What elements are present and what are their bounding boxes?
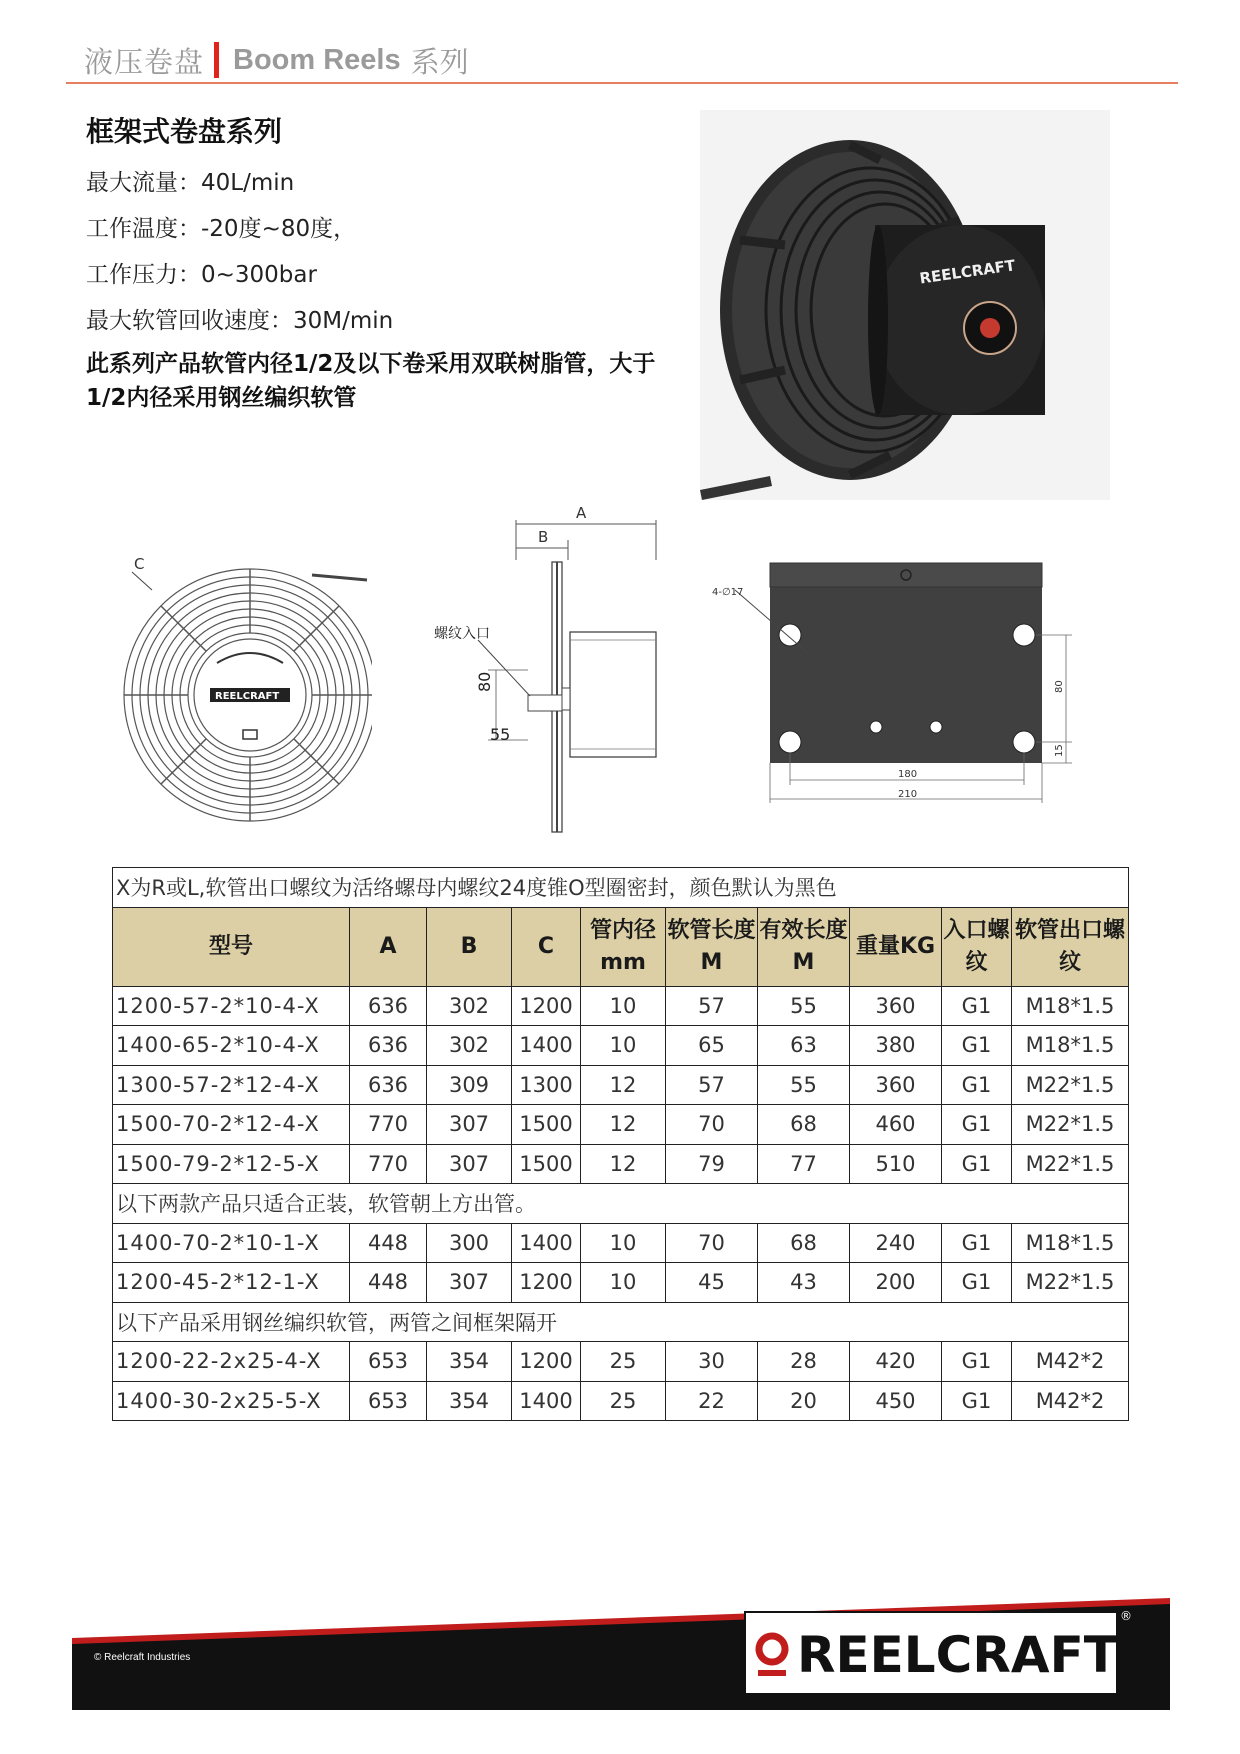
table-cell: 653: [350, 1381, 427, 1421]
table-cell: 12: [581, 1105, 666, 1145]
table-cell: 360: [850, 986, 942, 1026]
table-cell: 20: [758, 1381, 850, 1421]
table-cell: 307: [427, 1263, 512, 1303]
table-cell: M18*1.5: [1012, 1026, 1129, 1066]
table-cell: 68: [758, 1223, 850, 1263]
table-row: [113, 1381, 1129, 1421]
table-group-2: [113, 1223, 1129, 1302]
table-cell: 25: [581, 1381, 666, 1421]
table-note-row: [113, 1184, 1129, 1224]
table-row: [113, 1223, 1129, 1263]
table-cell: 63: [758, 1026, 850, 1066]
table-cell: 1400: [512, 1026, 581, 1066]
header-series: 系列: [410, 44, 469, 79]
table-cell: 12: [581, 1065, 666, 1105]
table-row: [113, 1144, 1129, 1184]
dim-210-label: 210: [898, 789, 918, 800]
table-cell: 65: [666, 1026, 758, 1066]
dim-b-label: B: [538, 528, 549, 546]
base-plate-drawing: [700, 555, 1080, 810]
photo-brand: REELCRAFT: [918, 256, 1017, 288]
model-cell: 1500-70-2*12-4-X: [113, 1105, 350, 1145]
page-header: [84, 38, 469, 82]
table-cell: 1200: [512, 1263, 581, 1303]
hose-note: 此系列产品软管内径1/2及以下卷采用双联树脂管，大于1/2内径采用钢丝编织软管: [86, 351, 656, 411]
table-cell: 448: [350, 1223, 427, 1263]
table-cell: 1200: [512, 1342, 581, 1382]
table-cell: M22*1.5: [1012, 1263, 1129, 1303]
header-weight: 重量KG: [850, 907, 942, 986]
table-cell: 68: [758, 1105, 850, 1145]
dim-180-label: 180: [898, 769, 918, 780]
model-cell: 1500-79-2*12-5-X: [113, 1144, 350, 1184]
table-cell: 460: [850, 1105, 942, 1145]
spec-table: [112, 867, 1129, 1421]
dim-15-label: 15: [1054, 744, 1065, 757]
table-cell: M42*2: [1012, 1381, 1129, 1421]
table-cell: 55: [758, 986, 850, 1026]
spec-temperature: 工作温度：-20度~80度，: [86, 216, 357, 242]
header-hose-length: 软管长度M: [666, 907, 758, 986]
model-cell: 1300-57-2*12-4-X: [113, 1065, 350, 1105]
side-view-drawing: [428, 500, 668, 845]
header-divider: [214, 42, 219, 78]
table-cell: 450: [850, 1381, 942, 1421]
footer-band: [0, 1590, 1240, 1710]
table-cell: 28: [758, 1342, 850, 1382]
table-cell: G1: [942, 1105, 1012, 1145]
table-cell: 636: [350, 1026, 427, 1066]
table-cell: 22: [666, 1381, 758, 1421]
table-cell: M42*2: [1012, 1342, 1129, 1382]
spec-retract-speed: 最大软管回收速度：30M/min: [86, 308, 394, 334]
table-cell: 770: [350, 1144, 427, 1184]
table-row: [113, 1105, 1129, 1145]
table-cell: G1: [942, 1381, 1012, 1421]
table-cell: G1: [942, 1223, 1012, 1263]
header-inlet-thread: 入口螺纹: [942, 907, 1012, 986]
table-row: [113, 1065, 1129, 1105]
model-cell: 1200-45-2*12-1-X: [113, 1263, 350, 1303]
table-cell: G1: [942, 1263, 1012, 1303]
table-row: [113, 986, 1129, 1026]
table-cell: 1400: [512, 1223, 581, 1263]
header-model: 型号: [113, 907, 350, 986]
table-cell: 510: [850, 1144, 942, 1184]
table-cell: M22*1.5: [1012, 1105, 1129, 1145]
table-cell: 354: [427, 1342, 512, 1382]
table-cell: M22*1.5: [1012, 1144, 1129, 1184]
table-cell: 636: [350, 986, 427, 1026]
table-cell: 79: [666, 1144, 758, 1184]
table-group-3: [113, 1342, 1129, 1421]
dim-80-label: 80: [475, 671, 494, 692]
table-note-2: 以下两款产品只适合正装，软管朝上方出管。: [113, 1184, 1129, 1224]
header-effective-length: 有效长度M: [758, 907, 850, 986]
table-note-row: [113, 1302, 1129, 1342]
table-cell: 360: [850, 1065, 942, 1105]
table-cell: M18*1.5: [1012, 986, 1129, 1026]
header-b: B: [427, 907, 512, 986]
header-a: A: [350, 907, 427, 986]
table-cell: 1500: [512, 1105, 581, 1145]
table-cell: 77: [758, 1144, 850, 1184]
table-cell: 25: [581, 1342, 666, 1382]
table-cell: 307: [427, 1144, 512, 1184]
table-cell: G1: [942, 1342, 1012, 1382]
dim-55-label: 55: [490, 725, 511, 744]
table-cell: 307: [427, 1105, 512, 1145]
table-cell: 636: [350, 1065, 427, 1105]
table-cell: 1500: [512, 1144, 581, 1184]
spec-max-flow: 最大流量：40L/min: [86, 170, 295, 196]
table-caption: X为R或L,软管出口螺纹为活络螺母内螺纹24度锥O型圈密封，颜色默认为黑色: [113, 868, 1129, 908]
table-cell: 420: [850, 1342, 942, 1382]
table-cell: 1400: [512, 1381, 581, 1421]
dim-c-label: C: [134, 555, 145, 573]
table-cell: 302: [427, 986, 512, 1026]
table-row: [113, 1263, 1129, 1303]
table-note-3: 以下产品采用钢丝编织软管，两管之间框架隔开: [113, 1302, 1129, 1342]
table-cell: G1: [942, 1144, 1012, 1184]
table-cell: 309: [427, 1065, 512, 1105]
dim-base-80-label: 80: [1054, 680, 1065, 693]
table-caption-row: [113, 868, 1129, 908]
header-cn-title: 液压卷盘: [84, 44, 205, 79]
model-cell: 1200-57-2*10-4-X: [113, 986, 350, 1026]
table-cell: G1: [942, 1026, 1012, 1066]
model-cell: 1400-30-2x25-5-X: [113, 1381, 350, 1421]
model-cell: 1400-70-2*10-1-X: [113, 1223, 350, 1263]
table-cell: 240: [850, 1223, 942, 1263]
table-row: [113, 1026, 1129, 1066]
table-cell: 380: [850, 1026, 942, 1066]
table-cell: 55: [758, 1065, 850, 1105]
registered-mark: ®: [1120, 1609, 1132, 1623]
section-title: 框架式卷盘系列: [86, 115, 283, 148]
table-cell: 30: [666, 1342, 758, 1382]
table-cell: 45: [666, 1263, 758, 1303]
header-rule: [66, 82, 1178, 84]
table-cell: 70: [666, 1105, 758, 1145]
table-cell: 10: [581, 1223, 666, 1263]
table-cell: M18*1.5: [1012, 1223, 1129, 1263]
table-cell: 12: [581, 1144, 666, 1184]
table-cell: 70: [666, 1223, 758, 1263]
table-cell: 770: [350, 1105, 427, 1145]
footer-logo: REELCRAFT: [797, 1626, 1118, 1684]
spec-pressure: 工作压力：0~300bar: [86, 262, 317, 288]
table-cell: G1: [942, 986, 1012, 1026]
table-cell: 653: [350, 1342, 427, 1382]
table-cell: G1: [942, 1065, 1012, 1105]
table-header-row: [113, 907, 1129, 986]
inlet-label: 螺纹入口: [434, 626, 490, 642]
table-cell: 200: [850, 1263, 942, 1303]
table-cell: M22*1.5: [1012, 1065, 1129, 1105]
table-group-1: [113, 986, 1129, 1184]
table-cell: 57: [666, 986, 758, 1026]
model-cell: 1200-22-2x25-4-X: [113, 1342, 350, 1382]
table-cell: 43: [758, 1263, 850, 1303]
table-cell: 448: [350, 1263, 427, 1303]
table-cell: 300: [427, 1223, 512, 1263]
header-inner-diameter: 管内径mm: [581, 907, 666, 986]
footer-copyright: © Reelcraft Industries: [94, 1652, 191, 1663]
reel-photo: [700, 110, 1110, 500]
table-cell: 302: [427, 1026, 512, 1066]
model-cell: 1400-65-2*10-4-X: [113, 1026, 350, 1066]
holes-label: 4-∅17: [712, 587, 744, 598]
table-cell: 1200: [512, 986, 581, 1026]
table-row: [113, 1342, 1129, 1382]
header-outlet-thread: 软管出口螺纹: [1012, 907, 1129, 986]
front-view-brand: REELCRAFT: [215, 691, 280, 702]
header-en-title: Boom Reels: [233, 43, 401, 76]
table-cell: 10: [581, 1263, 666, 1303]
table-cell: 354: [427, 1381, 512, 1421]
table-cell: 10: [581, 1026, 666, 1066]
front-view-drawing: [112, 555, 372, 845]
dim-a-label: A: [576, 504, 587, 522]
header-c: C: [512, 907, 581, 986]
table-cell: 1300: [512, 1065, 581, 1105]
table-cell: 57: [666, 1065, 758, 1105]
table-cell: 10: [581, 986, 666, 1026]
